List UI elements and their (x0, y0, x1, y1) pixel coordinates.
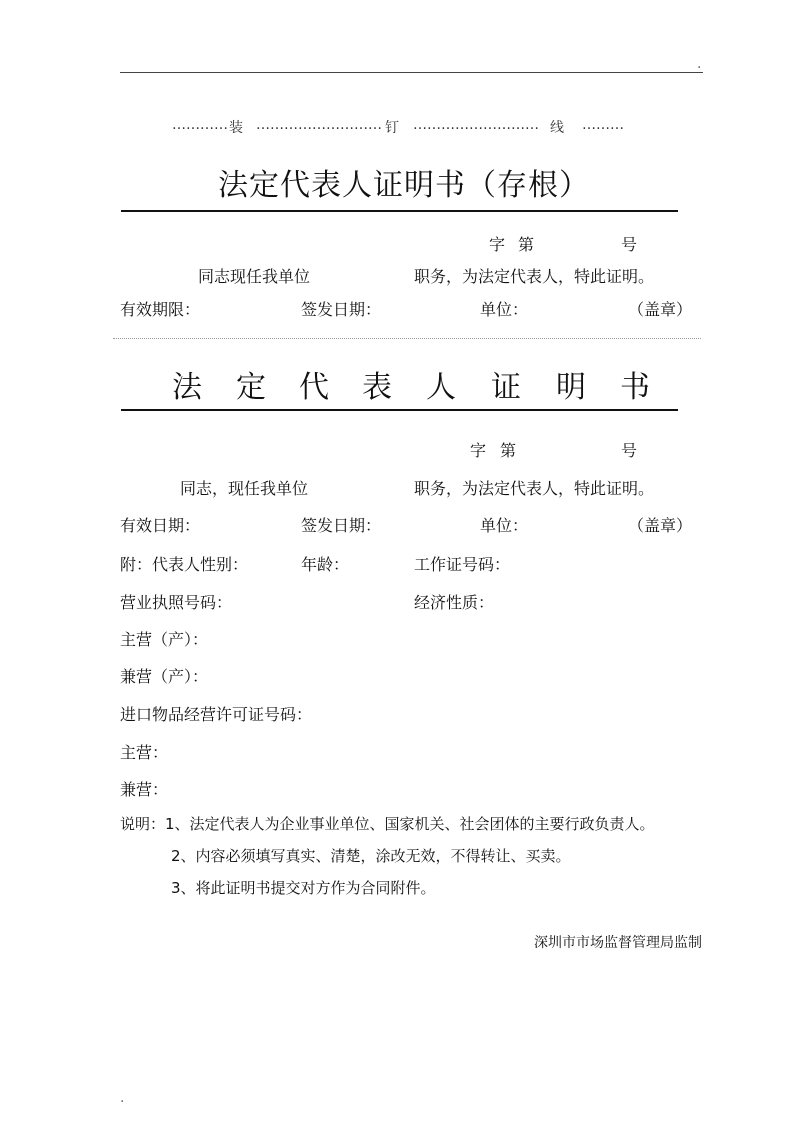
cert-title-char: 定 (236, 370, 266, 405)
gender-label: 附：代表人性别： (120, 555, 249, 574)
cert-title-char: 书 (620, 370, 650, 405)
stub-statement-right: 职务，为法定代表人，特此证明。 (414, 267, 655, 286)
economic-type-label: 经济性质： (414, 593, 495, 612)
cert-title-char: 明 (556, 370, 586, 405)
stub-unit-label: 单位： (480, 300, 529, 319)
age-label: 年龄： (301, 555, 350, 574)
binding-dots: ……………………… (256, 117, 382, 133)
note-line-1: 说明：1、法定代表人为企业事业单位、国家机关、社会团体的主要行政负责人。 (120, 815, 655, 833)
cert-seal-label: （盖章） (628, 516, 693, 535)
stub-title: 法定代表人证明书（存根） (218, 168, 590, 203)
stub-di: 第 (518, 235, 535, 254)
cert-statement-left: 同志，现任我单位 (180, 479, 309, 498)
corner-dot-top: . (697, 56, 702, 72)
corner-dot-bottom: . (120, 1090, 125, 1106)
note-line-3: 3、将此证明书提交对方作为合同附件。 (171, 879, 436, 897)
stub-issue-date-label: 签发日期： (301, 300, 382, 319)
binding-char-zhuang: 装 (229, 120, 243, 136)
stub-hao: 号 (621, 235, 638, 254)
import-side-label: 兼营： (120, 780, 169, 799)
cert-statement-right: 职务，为法定代表人，特此证明。 (414, 479, 655, 498)
cert-unit-label: 单位： (480, 516, 529, 535)
cert-title-char: 证 (491, 370, 521, 405)
header-rule (120, 72, 703, 73)
tear-off-line (113, 338, 701, 339)
cert-title-char: 表 (362, 370, 392, 405)
stub-statement-left: 同志现任我单位 (198, 267, 311, 286)
binding-dots: ………… (172, 117, 228, 133)
cert-title (0, 362, 800, 405)
stub-zi: 字 (489, 235, 506, 254)
binding-char-ding: 钉 (385, 120, 399, 136)
cert-zi: 字 (470, 441, 487, 460)
stub-title-underline (121, 210, 678, 212)
binding-dots: ……………………… (413, 117, 539, 133)
cert-issue-date-label: 签发日期： (301, 516, 382, 535)
binding-char-xian: 线 (550, 120, 564, 136)
stub-seal-label: （盖章） (628, 300, 693, 319)
cert-di: 第 (500, 441, 517, 460)
cert-title-char: 代 (299, 370, 329, 405)
cert-validity-label: 有效日期： (120, 516, 201, 535)
work-id-label: 工作证号码： (414, 555, 511, 574)
main-business-label: 主营（产）： (120, 630, 209, 649)
cert-title-char: 人 (426, 370, 456, 405)
license-number-label: 营业执照号码： (120, 593, 233, 612)
note-line-2: 2、内容必须填写真实、清楚，涂改无效，不得转让、买卖。 (171, 847, 571, 865)
cert-title-char: 法 (172, 370, 202, 405)
binding-dots: ……… (582, 117, 624, 133)
stub-validity-label: 有效期限： (120, 300, 201, 319)
import-main-label: 主营： (120, 743, 169, 762)
cert-title-underline (121, 409, 678, 411)
cert-hao: 号 (621, 441, 638, 460)
side-business-label: 兼营（产）： (120, 667, 209, 686)
issuer-credit: 深圳市市场监督管理局监制 (534, 935, 702, 951)
import-permit-label: 进口物品经营许可证号码： (120, 705, 313, 724)
binding-line (0, 117, 800, 137)
